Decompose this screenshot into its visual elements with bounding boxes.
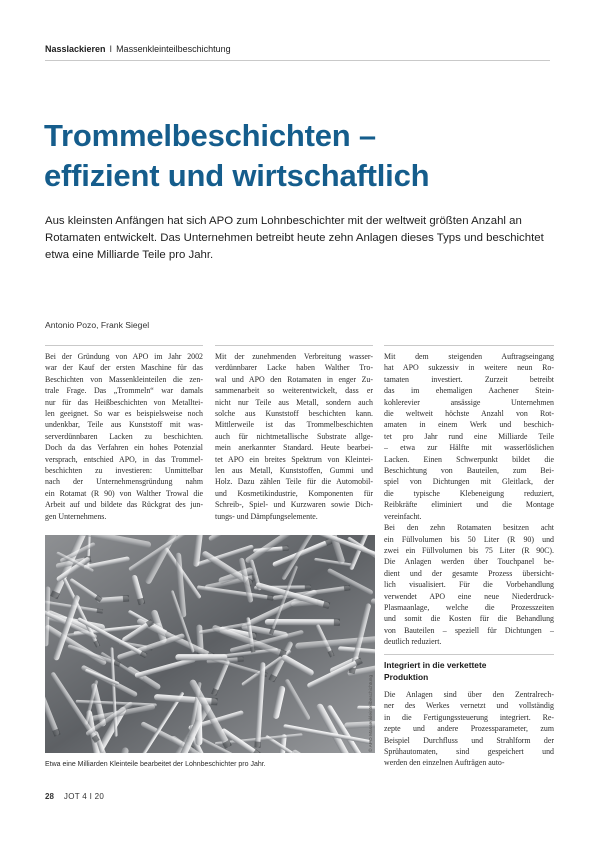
text-line: serverdünnbaren Lacken zu beschichten.	[45, 431, 203, 441]
text-line: Bei den zehn Rotamaten besitzen acht	[384, 523, 554, 533]
pen-part-tip	[344, 585, 351, 591]
text-line: Lacken. Einen Schwerpunkt bildet die	[384, 454, 554, 464]
text-line: Holz. Dazu zählen Teile für die Automobil-	[215, 477, 373, 487]
text-line: Beispiel Durchfluss und Strahlform der	[384, 735, 554, 745]
photo-caption: Etwa eine Milliarden Kleinteile bearbeitet der Lohnbeschichter pro Jahr.	[45, 761, 266, 768]
text-line: Beschichten von Massenkleinteilen die zen-	[45, 374, 203, 384]
text-line: ein Füllvolumen bis 50 Liter (R 90) und	[384, 534, 554, 544]
text-line: – etwa zur Hälfte mit wasserlöslichen	[384, 443, 554, 453]
body-column-1	[45, 351, 203, 522]
subsection-name: Massenkleinteilbeschichtung	[116, 44, 231, 54]
body-column-2	[215, 351, 373, 522]
text-line: Beschichtung von Bauteilen, zum Bei-	[384, 466, 554, 476]
authors: Antonio Pozo, Frank Siegel	[45, 320, 150, 330]
text-line: amaten in einem Werk und beschich-	[384, 420, 554, 430]
page-footer	[45, 792, 104, 801]
text-line: nicht nur Teile aus Metall, sondern auch	[215, 397, 373, 407]
text-line: Reibkräfte eliminiert und die Montage	[384, 500, 554, 510]
pen-part-tip	[237, 657, 243, 662]
text-line: zwei ein Füllvolumen bis 75 Liter (R 90C).	[384, 545, 554, 555]
journal-issue: JOT 4 I 20	[63, 792, 105, 801]
text-line: Die Anlagen werden über Touchpanel be-	[384, 557, 554, 567]
photo-credit: © APO Massenkleinteilbeschichtung	[369, 674, 374, 752]
text-line: auch für nichtmetallische Substrate allge-	[215, 431, 373, 441]
column-rule	[384, 345, 554, 346]
text-line: undenkbar, Teile aus Kunststoff mit was-	[45, 420, 203, 430]
column-rule	[45, 345, 203, 346]
text-line: mein anerkannter Standard. Heute bearbei-	[215, 443, 373, 453]
text-line: tet pro Jahr rund eine Milliarde Teile	[384, 431, 554, 441]
box-rule	[384, 654, 554, 655]
text-line: Mit dem steigenden Auftragseingang	[384, 352, 554, 361]
subheading-line-2: Produktion	[384, 672, 429, 682]
pen-part-tip	[282, 545, 288, 551]
text-line: tungs- und Dämpfungselemente.	[215, 511, 318, 521]
body-column-3	[384, 351, 554, 648]
lead-paragraph	[45, 213, 555, 264]
text-line: verwendet APO eine neue Niederdruck-	[384, 591, 554, 601]
text-line: von Bauteilen – speziell für Dichtungen –	[384, 625, 554, 635]
text-line: zepte und andere Prozessparameter, zum	[384, 724, 554, 734]
text-line: gen Unternehmens.	[45, 511, 107, 521]
text-line: und Kosmetikindustrie, Komponenten für	[215, 488, 373, 498]
text-line: in die Fertigungssteuerung integriert. Re-	[384, 712, 554, 722]
text-line: len geeignet. So war es beispielsweise noch	[45, 409, 203, 419]
subheading-line-1: Integriert in die verkettete	[384, 660, 487, 670]
text-line: und somit die Kosten für die Behandlung	[384, 614, 554, 624]
section-name: Nasslackieren	[45, 44, 106, 54]
text-line: Sprühautomaten, sind gespeichert und	[384, 747, 554, 757]
pen-part-tip	[305, 585, 311, 590]
text-line: Mit der zunehmenden Verbreitung wasser-	[215, 352, 373, 361]
text-line: beschichten zu investieren: Unmittelbar	[45, 466, 203, 476]
article-photo	[45, 535, 375, 753]
text-line: Arbeit auf und bildete das Rückgrat des jun-	[45, 500, 203, 510]
text-line: wal und APO den Rotamaten in enger Zu-	[215, 374, 373, 384]
text-line: werden den einzelnen Aufträgen auto-	[384, 758, 505, 768]
text-line: ein Rotamat (R 90) von Walther Trowal die	[45, 488, 203, 498]
pen-part-tip	[211, 698, 218, 706]
text-line: vereinfacht.	[384, 511, 422, 521]
pen-part	[175, 654, 227, 660]
text-line: ner des Werkes vernetzt und vollständig	[384, 701, 554, 711]
body-column-3-continued	[384, 689, 554, 769]
text-line: die weltweit höchste Anzahl von Rot-	[384, 409, 554, 419]
text-line: Mittlerweile ist das Trommelbeschichten	[215, 420, 373, 430]
pen-part-tip	[267, 595, 274, 601]
title-line-1: Trommelbeschichten –	[44, 118, 376, 153]
pen-parts-image	[45, 535, 375, 753]
lead-line: Aus kleinsten Anfängen hat sich APO zum Lohnbeschichter mit der weltweit größten Anzahl an	[45, 215, 522, 227]
page-number: 28	[45, 792, 54, 801]
text-line: nur für das Heißbeschichten von Metalltei-	[45, 397, 203, 407]
section-separator: I	[109, 44, 113, 54]
text-line: versprach, entschied APO, in das Trommel-	[45, 454, 203, 464]
subheading	[384, 659, 554, 683]
text-line: Bei der Gründung von APO im Jahr 2002	[45, 352, 203, 361]
text-line: das im ehemaligen Aachener Stein-	[384, 386, 554, 396]
text-line: verdünnbarer Lacke haben Walther Tro-	[215, 363, 373, 373]
text-line: sammenarbeit so weiterentwickelt, dass er	[215, 386, 373, 396]
text-line: Die Anlagen sind über den Zentralrech-	[384, 690, 554, 699]
section-header	[45, 44, 550, 61]
text-line: deutlich reduziert.	[384, 637, 442, 647]
text-line: kohlerevier ansässige Unternehmen	[384, 397, 554, 407]
text-line: Plasmaanlage, welche die Prozesszeiten	[384, 602, 554, 612]
lead-line: Rotamaten entwickelt. Das Unternehmen betreibt heute zehn Anlagen dieses Typs und beschichtet	[45, 232, 544, 244]
text-line: tet APO ein breites Spektrum von Kleintei-	[215, 454, 373, 464]
text-line: Doch da das Verfahren ein hohes Potenzial	[45, 443, 203, 453]
text-line: dient und der gesamte Prozess übersicht-	[384, 568, 554, 578]
text-line: hat APO sukzessiv in weitere neun Ro-	[384, 363, 554, 373]
lead-line: etwa eine Milliarde Teile pro Jahr.	[45, 249, 214, 261]
text-line: war der Kauf der ersten Maschine für das	[45, 363, 203, 373]
text-line: die typische Klebeneigung reduziert,	[384, 488, 554, 498]
article-title	[44, 116, 564, 196]
text-line: tamaten investiert. Zurzeit betreibt	[384, 374, 554, 384]
text-line: trale Frage. Das „Trommeln“ war damals	[45, 386, 203, 396]
text-line: len aus Metall, Kunststoffen, Gummi und	[215, 466, 373, 476]
pen-part-tip	[123, 595, 129, 602]
text-line: spiel von Dichtungen mit Gleitlack, der	[384, 477, 554, 487]
text-line: lich visualisiert. Für die Vorbehandlung	[384, 580, 554, 590]
text-line: solche aus Kunststoff beschichten kann.	[215, 409, 373, 419]
pen-part-tip	[334, 619, 340, 626]
title-line-2: effizient und wirtschaftlich	[44, 158, 430, 193]
text-line: Schreib-, Spiel- und Kurzwaren sowie Dich-	[215, 500, 373, 510]
pen-part-tip	[254, 741, 261, 747]
column-rule	[215, 345, 373, 346]
text-line: nach der Unternehmensgründung nahm	[45, 477, 203, 487]
